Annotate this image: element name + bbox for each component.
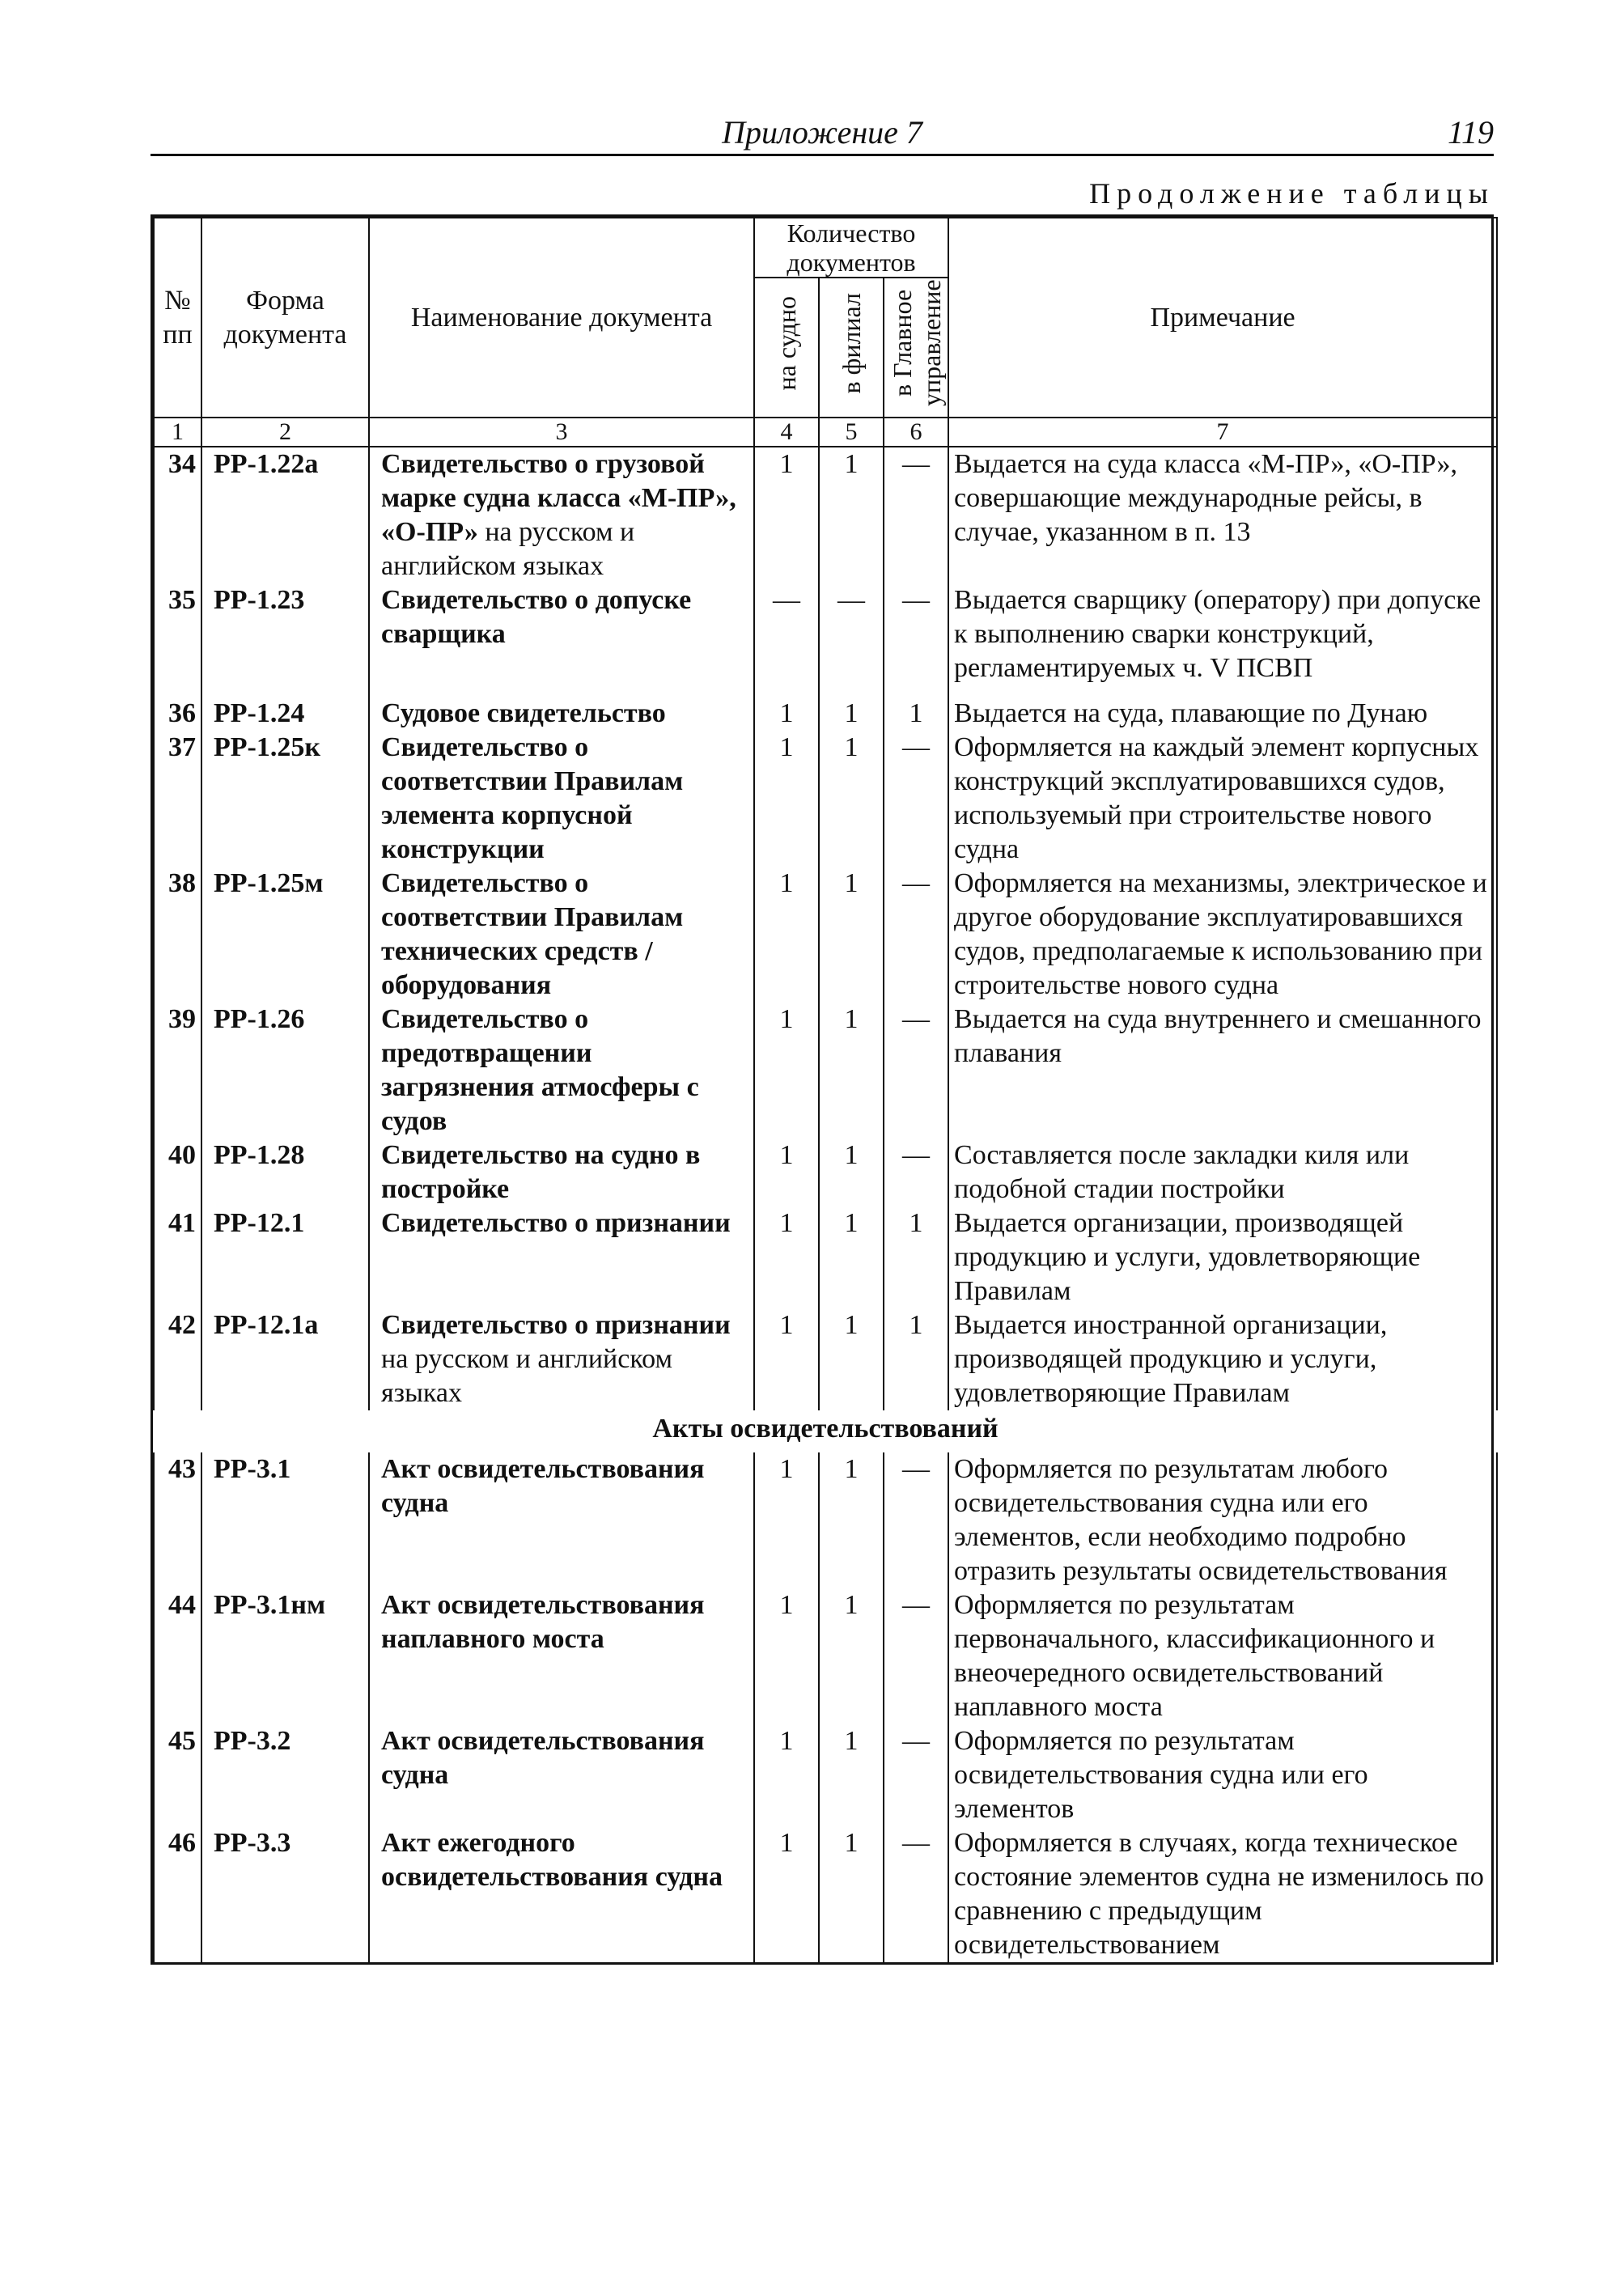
document-name-bold: Свидетельство на судно в постройке <box>381 1140 701 1204</box>
table-row <box>154 731 1497 867</box>
document-name <box>369 867 754 1003</box>
table-header <box>154 218 1497 418</box>
col-to-ship-header: на судно <box>754 278 819 418</box>
note: Оформляется в случаях, когда техническое состояние элементов судна не изменилось по сравнению с предыдущим освидетельствованием <box>948 1826 1497 1962</box>
qty-to-ship: 1 <box>754 1139 819 1206</box>
col-number: 6 <box>884 418 948 447</box>
qty-to-main: — <box>884 867 948 1003</box>
document-name-bold: Свидетельство о допуске сварщика <box>381 585 692 649</box>
col-to-main-header: в Главное управление <box>884 278 948 418</box>
document-name-bold: Свидетельство о признании <box>381 1310 731 1340</box>
document-name <box>369 1206 754 1308</box>
table-row <box>154 1308 1497 1410</box>
note: Выдается иностранной организации, производящей продукцию и услуги, удовлетворяющие Правилам <box>948 1308 1497 1410</box>
table-row <box>154 867 1497 1003</box>
form-code: РР-3.3 <box>201 1826 369 1962</box>
form-code: РР-1.25м <box>201 867 369 1003</box>
document-name <box>369 447 754 583</box>
form-code: РР-1.25к <box>201 731 369 867</box>
document-name <box>369 1724 754 1826</box>
qty-to-branch: 1 <box>819 697 884 731</box>
document-name <box>369 1452 754 1588</box>
document-name-bold: Свидетельство о грузовой марке судна класса «М-ПР», «О-ПР» <box>381 449 736 547</box>
qty-to-main: 1 <box>884 697 948 731</box>
form-code: РР-1.22а <box>201 447 369 583</box>
row-number: 46 <box>154 1826 201 1962</box>
col-form-header: Форма документа <box>201 218 369 418</box>
note: Выдается на суда класса «М-ПР», «О-ПР», совершающие международные рейсы, в случае, указанном в п. 13 <box>948 447 1497 583</box>
qty-to-main: — <box>884 731 948 867</box>
col-number: 2 <box>201 418 369 447</box>
qty-to-branch: 1 <box>819 1308 884 1410</box>
form-code: РР-12.1 <box>201 1206 369 1308</box>
document-name <box>369 1826 754 1962</box>
qty-to-ship: 1 <box>754 1452 819 1588</box>
qty-to-branch: 1 <box>819 1826 884 1962</box>
qty-to-ship: 1 <box>754 1724 819 1826</box>
column-numbers-row <box>154 418 1497 447</box>
qty-to-ship: 1 <box>754 1003 819 1139</box>
qty-to-main: 1 <box>884 1206 948 1308</box>
qty-to-main: — <box>884 1826 948 1962</box>
section-title: Акты освидетельствований <box>652 1414 999 1444</box>
qty-to-main: — <box>884 1139 948 1206</box>
row-number: 34 <box>154 447 201 583</box>
qty-to-branch: 1 <box>819 1003 884 1139</box>
document-name <box>369 1588 754 1724</box>
qty-to-branch: 1 <box>819 1206 884 1308</box>
note: Оформляется по результатам освидетельствования судна или его элементов <box>948 1724 1497 1826</box>
document-name <box>369 731 754 867</box>
appendix-title: Приложение 7 <box>722 114 922 151</box>
qty-to-ship: — <box>754 583 819 685</box>
note: Выдается на суда внутреннего и смешанного плавания <box>948 1003 1497 1139</box>
certificates-rows <box>154 447 1497 1410</box>
row-number: 42 <box>154 1308 201 1410</box>
qty-to-ship: 1 <box>754 731 819 867</box>
note: Оформляется на каждый элемент корпусных конструкций эксплуатировавшихся судов, используемый при строительстве нового судна <box>948 731 1497 867</box>
document-name-plain: на русском и английском языках <box>381 517 635 581</box>
col-number: 5 <box>819 418 884 447</box>
qty-to-main: — <box>884 447 948 583</box>
documents-table <box>151 214 1494 1965</box>
form-code: РР-3.1 <box>201 1452 369 1588</box>
qty-to-branch: — <box>819 583 884 685</box>
qty-to-ship: 1 <box>754 1826 819 1962</box>
qty-to-ship: 1 <box>754 1308 819 1410</box>
row-number: 36 <box>154 697 201 731</box>
table-continuation-label: Продолжение таблицы <box>1089 177 1495 210</box>
document-name-bold: Акт освидетельствования судна <box>381 1454 705 1518</box>
qty-to-branch: 1 <box>819 1724 884 1826</box>
document-name-bold: Акт ежегодного освидетельствования судна <box>381 1828 723 1892</box>
form-code: РР-1.23 <box>201 583 369 685</box>
note: Выдается сварщику (оператору) при допуске к выполнению сварки конструкций, регламентируемых ч. V ПСВП <box>948 583 1497 685</box>
qty-to-branch: 1 <box>819 1139 884 1206</box>
note: Составляется после закладки киля или подобной стадии постройки <box>948 1139 1497 1206</box>
qty-to-main: — <box>884 1003 948 1139</box>
acts-rows <box>154 1452 1497 1962</box>
document-name-plain: на русском и английском языках <box>381 1344 672 1408</box>
note: Оформляется на механизмы, электрическое и другое оборудование эксплуатировавшихся судов, предполагаемые к использованию при строительстве нового судна <box>948 867 1497 1003</box>
qty-to-main: — <box>884 1452 948 1588</box>
qty-to-ship: 1 <box>754 697 819 731</box>
document-name <box>369 1003 754 1139</box>
document-name-bold: Свидетельство о признании <box>381 1208 731 1238</box>
qty-to-branch: 1 <box>819 1588 884 1724</box>
qty-to-ship: 1 <box>754 1588 819 1724</box>
qty-to-ship: 1 <box>754 867 819 1003</box>
row-number: 45 <box>154 1724 201 1826</box>
document-name-bold: Свидетельство о соответствии Правилам элемента корпусной конструкции <box>381 732 684 864</box>
form-code: РР-1.24 <box>201 697 369 731</box>
row-spacer <box>154 685 1497 697</box>
col-num-header: № пп <box>154 218 201 418</box>
form-code: РР-12.1а <box>201 1308 369 1410</box>
form-code: РР-3.2 <box>201 1724 369 1826</box>
table-row <box>154 1206 1497 1308</box>
document-name <box>369 1308 754 1410</box>
qty-to-ship: 1 <box>754 1206 819 1308</box>
qty-to-main: 1 <box>884 1308 948 1410</box>
document-name-bold: Свидетельство о соответствии Правилам технических средств / оборудования <box>381 868 684 1000</box>
note: Оформляется по результатам первоначального, классификационного и внеочередного освидетельствований наплавного моста <box>948 1588 1497 1724</box>
form-code: РР-3.1нм <box>201 1588 369 1724</box>
row-number: 41 <box>154 1206 201 1308</box>
col-number: 7 <box>948 418 1497 447</box>
row-number: 43 <box>154 1452 201 1588</box>
qty-to-branch: 1 <box>819 1452 884 1588</box>
note: Выдается организации, производящей продукцию и услуги, удовлетворяющие Правилам <box>948 1206 1497 1308</box>
table-row <box>154 447 1497 583</box>
table-row <box>154 1724 1497 1826</box>
document-name <box>369 1139 754 1206</box>
document-name-bold: Акт освидетельствования судна <box>381 1726 705 1790</box>
col-number: 3 <box>369 418 754 447</box>
col-to-branch-header: в филиал <box>819 278 884 418</box>
section-row <box>154 1410 1497 1452</box>
row-number: 37 <box>154 731 201 867</box>
table-row <box>154 1588 1497 1724</box>
qty-to-main: — <box>884 583 948 685</box>
col-name-header: Наименование документа <box>369 218 754 418</box>
row-number: 39 <box>154 1003 201 1139</box>
qty-to-branch: 1 <box>819 447 884 583</box>
row-number: 44 <box>154 1588 201 1724</box>
note: Выдается на суда, плавающие по Дунаю <box>948 697 1497 731</box>
document-name <box>369 583 754 685</box>
form-code: РР-1.26 <box>201 1003 369 1139</box>
qty-to-branch: 1 <box>819 867 884 1003</box>
row-number: 40 <box>154 1139 201 1206</box>
document-name-bold: Судовое свидетельство <box>381 698 666 728</box>
row-number: 35 <box>154 583 201 685</box>
col-number: 4 <box>754 418 819 447</box>
form-code: РР-1.28 <box>201 1139 369 1206</box>
document-name-bold: Свидетельство о предотвращении загрязнения атмосферы с судов <box>381 1004 699 1136</box>
note: Оформляется по результатам любого освидетельствования судна или его элементов, если необходимо подробно отразить результаты освидетельствования <box>948 1452 1497 1588</box>
qty-to-ship: 1 <box>754 447 819 583</box>
row-number: 38 <box>154 867 201 1003</box>
document-name-bold: Акт освидетельствования наплавного моста <box>381 1590 705 1654</box>
table-row <box>154 1003 1497 1139</box>
page-number: 119 <box>1447 114 1494 151</box>
table-row <box>154 1139 1497 1206</box>
qty-to-main: — <box>884 1724 948 1826</box>
qty-to-branch: 1 <box>819 731 884 867</box>
table-row <box>154 1452 1497 1588</box>
document-name <box>369 697 754 731</box>
qty-to-main: — <box>884 1588 948 1724</box>
col-qty-group-header: Количество документов <box>754 218 948 278</box>
col-note-header: Примечание <box>948 218 1497 418</box>
table-row <box>154 1826 1497 1962</box>
table-row <box>154 583 1497 685</box>
table-row <box>154 697 1497 731</box>
page-header <box>151 108 1494 156</box>
col-number: 1 <box>154 418 201 447</box>
